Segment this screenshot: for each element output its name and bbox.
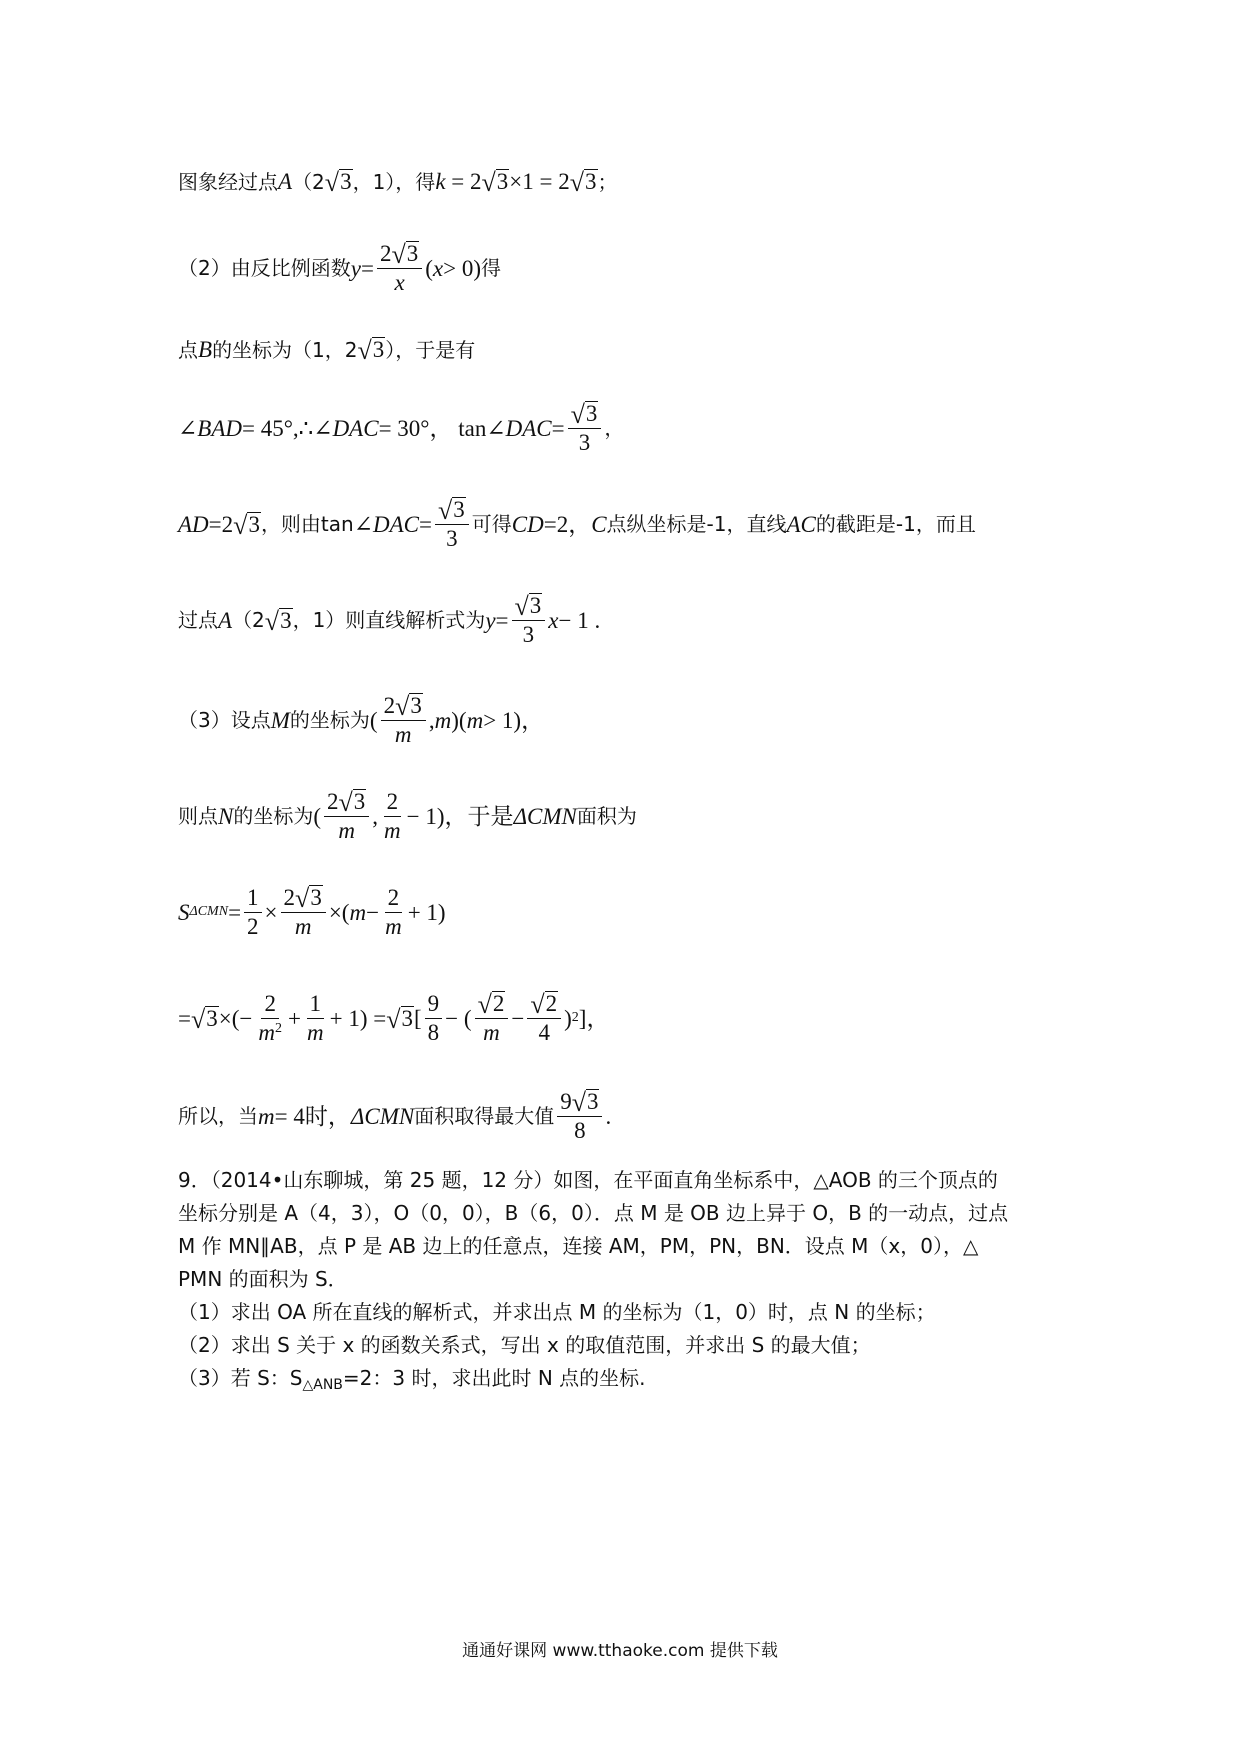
fraction: √ 3 3 [435,496,469,553]
sqrt-symbol: √ 3 [481,168,509,197]
solution-line-4: ∠BAD = 45°,∴ ∠DAC = 30°， tan ∠DAC = √ 3 3 ， [178,400,625,456]
fraction: 2 √ 3 x [377,240,422,297]
fraction: $\frac{1}{2}$ [244,885,262,941]
solution-line-5: AD =2 √ 3 ，则由tan ∠DAC = √ 3 3 可得 CD =2， C 点纵坐标是-1，直线 AC 的截距是-1，而且 [178,496,976,552]
problem9-line-6: （2）求出 S 关于 x 的函数关系式，写出 x 的取值范围，并求出 S 的最大值； [178,1333,871,1357]
solution-line-7: （3）设点 M 的坐标为 ( 2 √ 3 m , m )( m > 1)， [178,692,545,748]
problem9-line-7: （3）若 S：$S_{\triangle ANB}=2$：3 时，求出此时 N 点的坐标. [178,1366,646,1393]
solution-line-9: S ΔCMN = $\frac{1}{2}$ × 2 √ 3 m ×( m − $\frac{2}{m}$ + 1) [178,884,446,940]
sqrt-symbol: √ 3 [324,168,352,197]
fraction: 2 √ 3 m [381,692,426,749]
problem9-line-5: （1）求出 OA 所在直线的解析式，并求出点 M 的坐标为（1，0）时，点 N 的坐标； [178,1300,936,1324]
fraction: $\frac{2}{m}$ [385,884,402,939]
fraction: √ 3 3 [512,592,546,649]
fraction: 2 √ 3 m [281,884,326,941]
problem9-line-3: M 作 MN∥AB，点 P 是 AB 边上的任意点，连接 AM，PM，PN，BN．设点 M（x，0），△ [178,1234,979,1258]
solution-line-2: （2）由反比例函数 y = 2 √ 3 x ( x > 0) 得 [178,240,501,296]
fraction: √ 2 4 [527,990,561,1047]
fraction: √ 2 m [475,990,509,1047]
sqrt-symbol: √ 3 [357,336,385,365]
solution-line-11: 所以，当 m = 4时， ΔCMN 面积取得最大值 9 √ 3 8 . [178,1088,612,1144]
sqrt-symbol: √ 3 [190,1005,218,1035]
problem9-line-4: PMN 的面积为 S． [178,1267,348,1291]
fraction: $\frac{2}{m^2}$ [258,990,282,1045]
problem9-line-1: 9．（2014•山东聊城，第 25 题，12 分）如图，在平面直角坐标系中，△AOB 的三个顶点的 [178,1168,998,1192]
fraction: 9 √ 3 8 [557,1088,602,1145]
problem9-line-2: 坐标分别是 A（4，3），O（0，0），B（6，0）．点 M 是 OB 边上异于 O，B 的一动点，过点 [178,1201,1009,1225]
solution-line-3: 点B的坐标为（1，2 √ 3 ），于是有 [178,336,476,365]
fraction: 2 √ 3 m [324,788,369,845]
fraction: $\frac{1}{m}$ [306,990,324,1045]
sqrt-symbol: √ 3 [233,511,260,541]
fraction: √ 3 3 [568,400,602,457]
solution-line-8: 则点 N 的坐标为 ( 2 √ 3 m , $\frac{2}{m}$ − 1)，于是 ΔCMN 面积为 [178,788,637,844]
sqrt-symbol: √ 3 [264,607,292,637]
solution-line-6: 过点 A （2 √ 3 ，1）则直线解析式为 y = √ 3 3 x − 1 . [178,592,601,648]
footer-credit: 通通好课网 www.tthaoke.com 提供下载 [462,1641,778,1661]
fraction: $\frac{9}{8}$ [425,991,443,1047]
solution-line-10: = √ 3 ×(− $\frac{2}{m^2}$ + $\frac{1}{m}$ + 1) = √ 3 [ $\frac{9}{8}$ − ( √ 2 m − √ 2 4 ) 2 ]， [178,990,610,1046]
fraction: $\frac{2}{m}$ [384,788,401,843]
sqrt-symbol: √ 3 [569,168,597,197]
solution-line-1: 图象经过点A（2 √ 3 ，1），得k = 2 √ 3 ×1 = 2 √ 3 ； [178,168,618,197]
sqrt-symbol: √ 3 [386,1005,413,1035]
